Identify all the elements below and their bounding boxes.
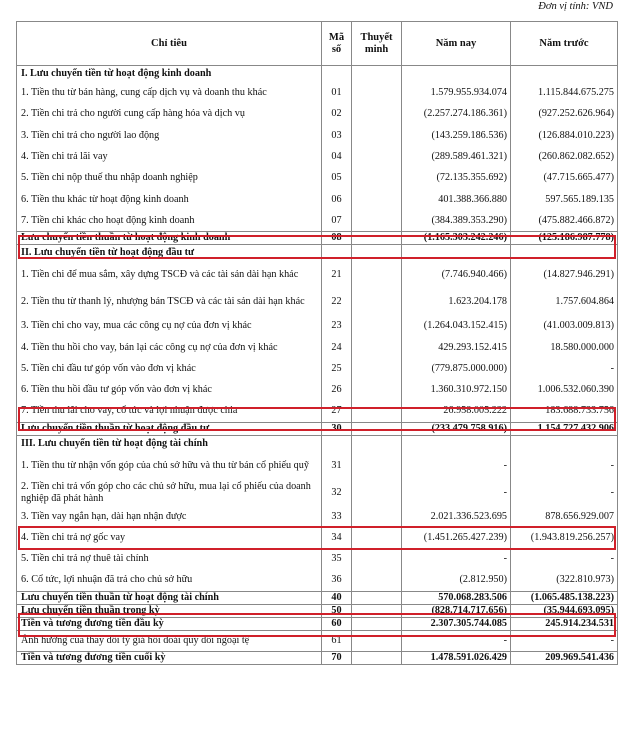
table-row <box>17 570 618 591</box>
row-note <box>352 189 402 210</box>
row-previous-value: 597.565.189.135 <box>511 189 618 210</box>
row-current-value: 1.579.955.934.074 <box>402 83 511 104</box>
row-previous-value: 1.757.604.864 <box>511 289 618 316</box>
row-previous-value: - <box>511 479 618 506</box>
table-row <box>17 401 618 422</box>
row-previous-value: 245.914.234.531 <box>511 617 618 630</box>
row-current-value <box>402 435 511 452</box>
row-label: 3. Tiền chi trả cho người lao động <box>17 125 322 146</box>
row-code: 61 <box>322 630 352 651</box>
header-previous: Năm trước <box>511 22 618 66</box>
table-row <box>17 337 618 358</box>
row-code: 60 <box>322 617 352 630</box>
row-note <box>352 125 402 146</box>
row-current-value: 26.958.005.222 <box>402 401 511 422</box>
row-code: 08 <box>322 232 352 245</box>
row-previous-value: (35.944.693.095) <box>511 604 618 617</box>
row-previous-value: - <box>511 549 618 570</box>
table-row <box>17 104 618 125</box>
table-row <box>17 435 618 452</box>
row-current-value: (1.451.265.427.239) <box>402 527 511 548</box>
row-label: 2. Tiền chi trả cho người cung cấp hàng hóa và dịch vụ <box>17 104 322 125</box>
row-current-value: 1.623.204.178 <box>402 289 511 316</box>
row-note <box>352 104 402 125</box>
row-code: 26 <box>322 379 352 400</box>
row-code: 35 <box>322 549 352 570</box>
row-code: 30 <box>322 422 352 435</box>
table-row <box>17 379 618 400</box>
table-row <box>17 245 618 262</box>
row-label: 7. Tiền thu lãi cho vay, cổ tức và lợi nhuận được chia <box>17 401 322 422</box>
row-label: 4. Tiền chi trả lãi vay <box>17 146 322 167</box>
row-label: Tiền và tương đương tiền cuối kỳ <box>17 652 322 665</box>
row-note <box>352 289 402 316</box>
table-row <box>17 83 618 104</box>
row-current-value <box>402 245 511 262</box>
row-previous-value: (1.065.485.138.223) <box>511 591 618 604</box>
header-note: Thuyết minh <box>352 22 402 66</box>
row-note <box>352 262 402 289</box>
row-code: 06 <box>322 189 352 210</box>
row-previous-value: (125.186.987.778) <box>511 232 618 245</box>
row-code <box>322 66 352 83</box>
header-item: Chỉ tiêu <box>17 22 322 66</box>
row-previous-value <box>511 66 618 83</box>
row-current-value <box>402 66 511 83</box>
table-row <box>17 630 618 651</box>
row-note <box>352 379 402 400</box>
row-current-value: (828.714.717.656) <box>402 604 511 617</box>
row-previous-value: (927.252.626.964) <box>511 104 618 125</box>
row-previous-value: - <box>511 630 618 651</box>
row-current-value: (384.389.353.290) <box>402 210 511 231</box>
row-current-value: - <box>402 549 511 570</box>
row-current-value: (1.165.303.242.246) <box>402 232 511 245</box>
row-previous-value: - <box>511 358 618 379</box>
row-current-value: (7.746.940.466) <box>402 262 511 289</box>
row-label: 1. Tiền thu từ bán hàng, cung cấp dịch vụ và doanh thu khác <box>17 83 322 104</box>
row-previous-value: (260.862.082.652) <box>511 146 618 167</box>
row-current-value: 1.478.591.026.429 <box>402 652 511 665</box>
row-code: 36 <box>322 570 352 591</box>
row-label: 5. Tiền chi đầu tư góp vốn vào đơn vị khác <box>17 358 322 379</box>
row-code: 27 <box>322 401 352 422</box>
row-label: 4. Tiền chi trả nợ gốc vay <box>17 527 322 548</box>
row-previous-value: 183.688.733.756 <box>511 401 618 422</box>
row-note <box>352 401 402 422</box>
table-row <box>17 527 618 548</box>
table-row <box>17 168 618 189</box>
table-body <box>17 66 618 665</box>
row-code: 07 <box>322 210 352 231</box>
table-row <box>17 232 618 245</box>
row-note <box>352 570 402 591</box>
row-note <box>352 358 402 379</box>
row-previous-value: (14.827.946.291) <box>511 262 618 289</box>
row-label: III. Lưu chuyển tiền từ hoạt động tài chính <box>17 435 322 452</box>
row-note <box>352 652 402 665</box>
row-current-value: 2.307.305.744.085 <box>402 617 511 630</box>
row-note <box>352 549 402 570</box>
row-note <box>352 630 402 651</box>
row-label: Ảnh hưởng của thay đổi tỷ giá hối đoái quy đổi ngoại tệ <box>17 630 322 651</box>
row-note <box>352 527 402 548</box>
row-label: 1. Tiền chi để mua sắm, xây dựng TSCĐ và các tài sản dài hạn khác <box>17 262 322 289</box>
row-previous-value: - <box>511 452 618 479</box>
row-previous-value: (47.715.665.477) <box>511 168 618 189</box>
row-label: Tiền và tương đương tiền đầu kỳ <box>17 617 322 630</box>
row-label: Lưu chuyển tiền thuần từ hoạt động đầu tư <box>17 422 322 435</box>
row-previous-value: 1.115.844.675.275 <box>511 83 618 104</box>
row-code: 21 <box>322 262 352 289</box>
row-note <box>352 422 402 435</box>
table-row <box>17 549 618 570</box>
row-previous-value <box>511 245 618 262</box>
table-row <box>17 479 618 506</box>
row-code: 34 <box>322 527 352 548</box>
table-row <box>17 422 618 435</box>
row-label: 1. Tiền thu từ nhận vốn góp của chủ sở hữu và thu từ bán cổ phiếu quỹ <box>17 452 322 479</box>
row-note <box>352 66 402 83</box>
row-current-value: (72.135.355.692) <box>402 168 511 189</box>
row-previous-value: (475.882.466.872) <box>511 210 618 231</box>
header-current: Năm nay <box>402 22 511 66</box>
row-code: 25 <box>322 358 352 379</box>
row-label: 3. Tiền vay ngắn hạn, dài hạn nhận được <box>17 506 322 527</box>
row-label: II. Lưu chuyển tiền từ hoạt động đầu tư <box>17 245 322 262</box>
row-label: 5. Tiền chi trả nợ thuê tài chính <box>17 549 322 570</box>
row-note <box>352 337 402 358</box>
row-code: 33 <box>322 506 352 527</box>
row-previous-value <box>511 435 618 452</box>
row-current-value: (779.875.000.000) <box>402 358 511 379</box>
table-row <box>17 452 618 479</box>
row-label: 2. Tiền chi trả vốn góp cho các chủ sở hữu, mua lại cổ phiếu của doanh nghiệp đã phát hành <box>17 479 322 506</box>
row-current-value: 429.293.152.415 <box>402 337 511 358</box>
row-previous-value: 1.154.727.432.906 <box>511 422 618 435</box>
row-label: Lưu chuyển tiền thuần trong kỳ <box>17 604 322 617</box>
row-code: 31 <box>322 452 352 479</box>
table-row <box>17 146 618 167</box>
row-note <box>352 591 402 604</box>
row-previous-value: 878.656.929.007 <box>511 506 618 527</box>
row-code: 24 <box>322 337 352 358</box>
row-code <box>322 245 352 262</box>
row-note <box>352 168 402 189</box>
row-current-value: (2.812.950) <box>402 570 511 591</box>
row-label: Lưu chuyển tiền thuần từ hoạt động tài chính <box>17 591 322 604</box>
table-row <box>17 358 618 379</box>
row-label: I. Lưu chuyển tiền từ hoạt động kinh doanh <box>17 66 322 83</box>
row-note <box>352 232 402 245</box>
row-code: 50 <box>322 604 352 617</box>
row-note <box>352 506 402 527</box>
row-note <box>352 479 402 506</box>
table-row <box>17 604 618 617</box>
header-code: Mã số <box>322 22 352 66</box>
unit-note: Đơn vị tính: VND <box>538 1 613 12</box>
row-label: 5. Tiền chi nộp thuế thu nhập doanh nghiệp <box>17 168 322 189</box>
row-current-value: (233.479.758.916) <box>402 422 511 435</box>
row-note <box>352 83 402 104</box>
row-note <box>352 316 402 337</box>
row-code: 22 <box>322 289 352 316</box>
table-row <box>17 652 618 665</box>
row-previous-value: (126.884.010.223) <box>511 125 618 146</box>
row-current-value: (1.264.043.152.415) <box>402 316 511 337</box>
table-header-row <box>17 22 618 66</box>
row-code: 04 <box>322 146 352 167</box>
cash-flow-table <box>16 21 618 665</box>
row-note <box>352 245 402 262</box>
row-label: 6. Tiền thu khác từ hoạt động kinh doanh <box>17 189 322 210</box>
row-current-value: (143.259.186.536) <box>402 125 511 146</box>
row-current-value: - <box>402 630 511 651</box>
table-row <box>17 210 618 231</box>
row-previous-value: 18.580.000.000 <box>511 337 618 358</box>
row-label: 4. Tiền thu hồi cho vay, bán lại các công cụ nợ của đơn vị khác <box>17 337 322 358</box>
row-code: 01 <box>322 83 352 104</box>
row-note <box>352 604 402 617</box>
row-note <box>352 617 402 630</box>
row-label: 3. Tiền chi cho vay, mua các công cụ nợ của đơn vị khác <box>17 316 322 337</box>
row-current-value: 401.388.366.880 <box>402 189 511 210</box>
row-code: 02 <box>322 104 352 125</box>
table-row <box>17 189 618 210</box>
row-note <box>352 435 402 452</box>
row-current-value: (2.257.274.186.361) <box>402 104 511 125</box>
row-note <box>352 452 402 479</box>
row-current-value: (289.589.461.321) <box>402 146 511 167</box>
row-code: 70 <box>322 652 352 665</box>
row-current-value: - <box>402 479 511 506</box>
row-current-value: 570.068.283.506 <box>402 591 511 604</box>
row-code: 05 <box>322 168 352 189</box>
row-note <box>352 210 402 231</box>
row-label: 6. Tiền thu hồi đầu tư góp vốn vào đơn vị khác <box>17 379 322 400</box>
row-label: 7. Tiền chi khác cho hoạt động kinh doanh <box>17 210 322 231</box>
row-code: 32 <box>322 479 352 506</box>
row-code <box>322 435 352 452</box>
row-code: 40 <box>322 591 352 604</box>
table-row <box>17 125 618 146</box>
row-previous-value: 209.969.541.436 <box>511 652 618 665</box>
table-row <box>17 316 618 337</box>
row-current-value: 2.021.336.523.695 <box>402 506 511 527</box>
row-code: 23 <box>322 316 352 337</box>
table-row <box>17 262 618 289</box>
row-current-value: - <box>402 452 511 479</box>
row-previous-value: (1.943.819.256.257) <box>511 527 618 548</box>
table-row <box>17 591 618 604</box>
row-label: 6. Cổ tức, lợi nhuận đã trả cho chủ sở hữu <box>17 570 322 591</box>
row-label: Lưu chuyển tiền thuần từ hoạt động kinh doanh <box>17 232 322 245</box>
row-code: 03 <box>322 125 352 146</box>
row-current-value: 1.360.310.972.150 <box>402 379 511 400</box>
table-row <box>17 66 618 83</box>
table-row <box>17 506 618 527</box>
row-label: 2. Tiền thu từ thanh lý, nhượng bán TSCĐ và các tài sản dài hạn khác <box>17 289 322 316</box>
row-previous-value: 1.006.532.060.390 <box>511 379 618 400</box>
row-previous-value: (322.810.973) <box>511 570 618 591</box>
table-row <box>17 617 618 630</box>
table-row <box>17 289 618 316</box>
row-previous-value: (41.003.009.813) <box>511 316 618 337</box>
row-note <box>352 146 402 167</box>
